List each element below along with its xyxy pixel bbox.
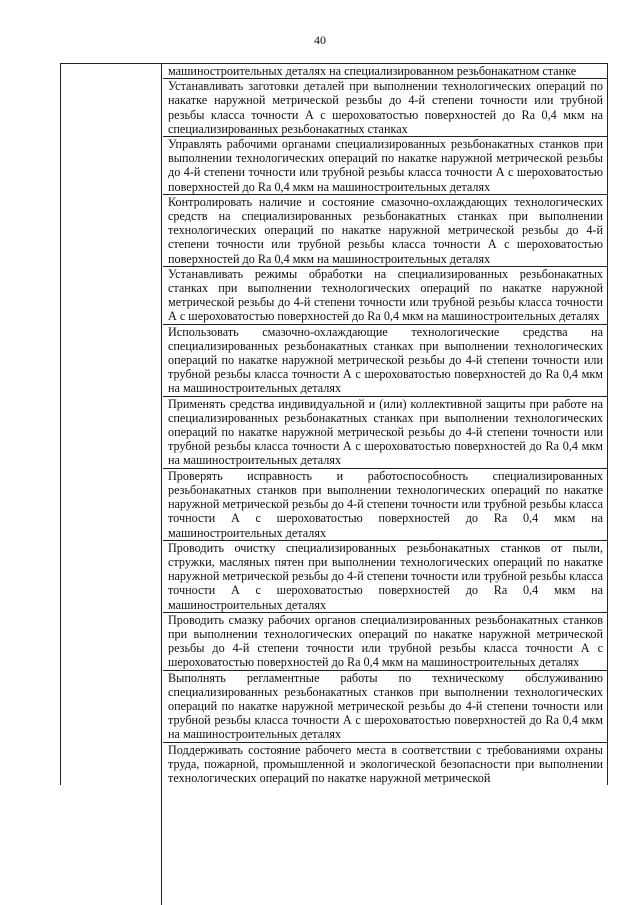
table-row: Управлять рабочими органами специализированных резьбонакатных станков при выполнении технологических операций по накатке наружной метрической резьбы до 4-й степени точности или трубной резьбы класса точности А с шероховатостью поверхностей до Ra 0,4 мкм на машиностроительных деталях xyxy=(163,137,607,195)
table-row: Использовать смазочно-охлаждающие технологические средства на специализированных резьбонакатных станках при выполнении технологических операций по накатке наружной метрической резьбы до 4-й степени точности или трубной резьбы класса точности А с шероховатостью поверхностей до Ra 0,4 мкм на машиностроительных деталях xyxy=(163,325,607,397)
table-row: Устанавливать заготовки деталей при выполнении технологических операций по накатке наружной метрической резьбы до 4-й степени точности или трубной резьбы класса точности А с шероховатостью поверхностей до Ra 0,4 мкм на специализированных резьбонакатных станках xyxy=(163,79,607,137)
table-row: Контролировать наличие и состояние смазочно-охлаждающих технологических средств на специализированных резьбонакатных станках при выполнении технологических операций по накатке наружной метрической резьбы до 4-й степени точности или трубной резьбы класса точности А с шероховатостью поверхностей до Ra 0,4 мкм на машиностроительных деталях xyxy=(163,195,607,267)
table-row: Проверять исправность и работоспособность специализированных резьбонакатных станков при выполнении технологических операций по накатке наружной метрической резьбы до 4-й степени точности или трубной резьбы класса точности А с шероховатостью поверхностей до Ra 0,4 мкм на машиностроительных деталях xyxy=(163,469,607,541)
table-row: Устанавливать режимы обработки на специализированных резьбонакатных станках при выполнении технологических операций по накатке наружной метрической резьбы до 4-й степени точности или трубной резьбы класса точности А с шероховатостью поверхностей до Ra 0,4 мкм на машиностроительных деталях xyxy=(163,267,607,325)
table-row: Проводить смазку рабочих органов специализированных резьбонакатных станков при выполнении технологических операций по накатке наружной метрической резьбы до 4-й степени точности или трубной резьбы класса точности А с шероховатостью поверхностей до Ra 0,4 мкм на машиностроительных деталях xyxy=(163,613,607,671)
table-row: Поддерживать состояние рабочего места в соответствии с требованиями охраны труда, пожарной, промышленной и экологической безопасности при выполнении технологических операций по накатке наружной метрической xyxy=(168,742,603,785)
table-row: Выполнять регламентные работы по техническому обслуживанию специализированных резьбонакатных станков при выполнении технологических операций по накатке наружной метрической резьбы до 4-й степени точности или трубной резьбы класса точности А с шероховатостью поверхностей до Ra 0,4 мкм на машиностроительных деталях xyxy=(163,671,607,743)
table-row: Применять средства индивидуальной и (или) коллективной защиты при работе на специализированных резьбонакатных станках при выполнении технологических операций по накатке наружной метрической резьбы до 4-й степени точности или трубной резьбы класса точности А с шероховатостью поверхностей до Ra 0,4 мкм на машиностроительных деталях xyxy=(163,397,607,469)
table-row: Проводить очистку специализированных резьбонакатных станков от пыли, стружки, масляных пятен при выполнении технологических операций по накатке наружной метрической резьбы до 4-й степени точности или трубной резьбы класса точности А с шероховатостью поверхностей до Ra 0,4 мкм на машиностроительных деталях xyxy=(163,541,607,613)
table-row: машиностроительных деталях на специализированном резьбонакатном станке xyxy=(163,64,607,79)
page-number: 40 xyxy=(314,33,326,47)
skills-table xyxy=(60,63,608,785)
skills-rows xyxy=(163,64,607,785)
